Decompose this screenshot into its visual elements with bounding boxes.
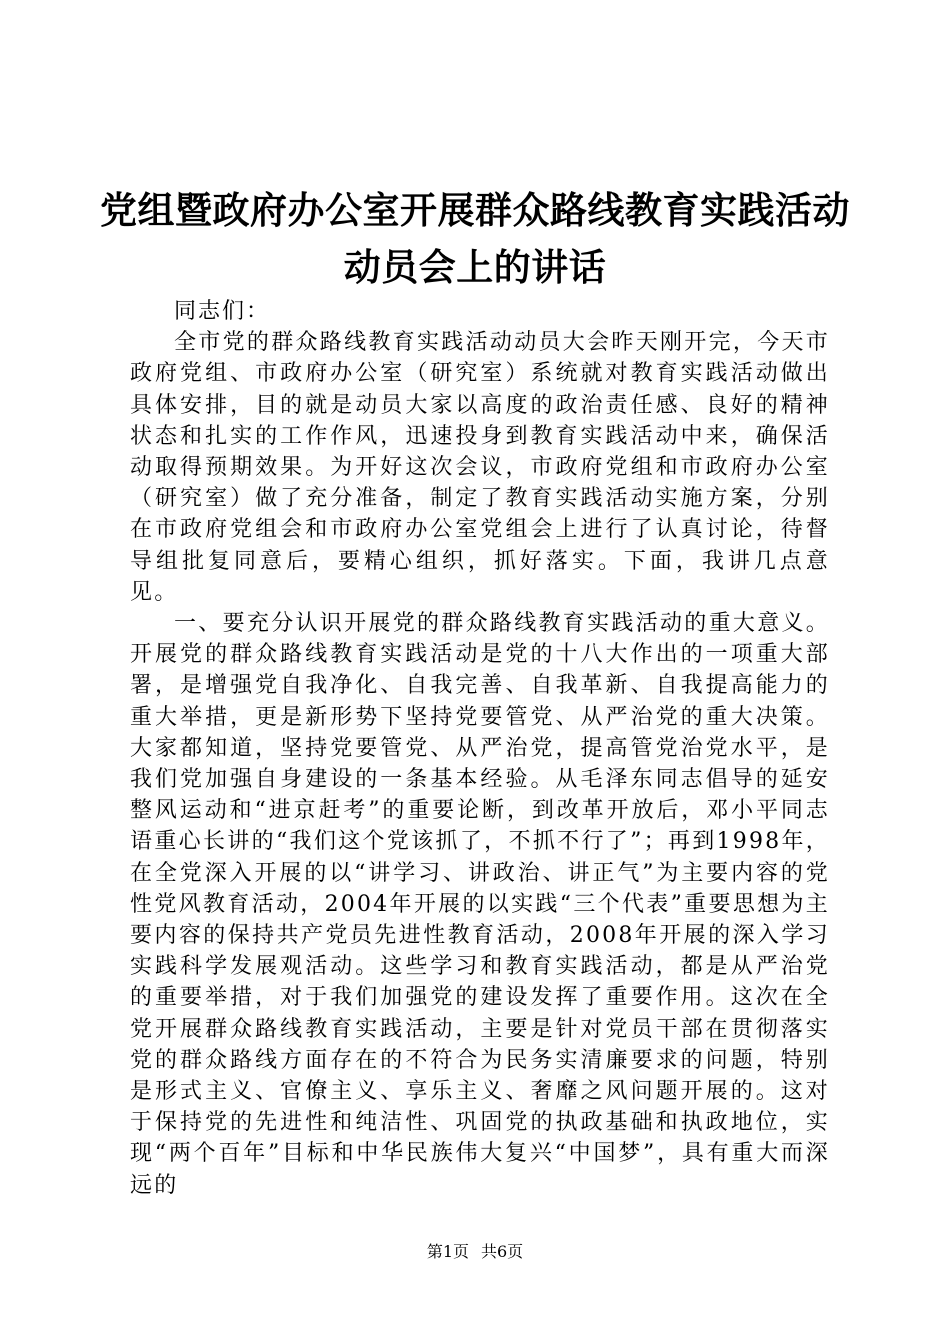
page-total: 共6页: [481, 1242, 524, 1261]
document-title-line-2: 动员会上的讲话: [343, 246, 607, 289]
page-footer: [0, 1241, 950, 1263]
page-number: 第1页: [426, 1242, 469, 1261]
paragraph-1: 全市党的群众路线教育实践活动动员大会昨天刚开完，今天市政府党组、市政府办公室（研究室）系统就对教育实践活动做出具体安排，目的就是动员大家以高度的政治责任感、良好的精神状态和扎实的工作作风，迅速投身到教育实践活动中来，确保活动取得预期效果。为开好这次会议，市政府党组和市政府办公室（研究室）做了充分准备，制定了教育实践活动实施方案，分别在市政府党组会和市政府办公室党组会上进行了认真讨论，待督导组批复同意后，要精心组织，抓好落实。下面，我讲几点意见。: [130, 330, 830, 605]
salutation: 同志们：: [174, 299, 271, 324]
document-title-line-1: 党组暨政府办公室开展群众路线教育实践活动: [100, 189, 850, 232]
paragraph-2: 一、要充分认识开展党的群众路线教育实践活动的重大意义。开展党的群众路线教育实践活动是党的十八大作出的一项重大部署，是增强党自我净化、自我完善、自我革新、自我提高能力的重大举措，更是新形势下坚持党要管党、从严治党的重大决策。大家都知道，坚持党要管党、从严治党，提高管党治党水平，是我们党加强自身建设的一条基本经验。从毛泽东同志倡导的延安整风运动和“进京赶考”的重要论断，到改革开放后，邓小平同志语重心长讲的“我们这个党该抓了，不抓不行了”；再到1998年，在全党深入开展的以“讲学习、讲政治、讲正气”为主要内容的党性党风教育活动，2004年开展的以实践“三个代表”重要思想为主要内容的保持共产党员先进性教育活动，2008年开展的深入学习实践科学发展观活动。这些学习和教育实践活动，都是从严治党的重要举措，对于我们加强党的建设发挥了重要作用。这次在全党开展群众路线教育实践活动，主要是针对党员干部在贯彻落实党的群众路线方面存在的不符合为民务实清廉要求的问题，特别是形式主义、官僚主义、享乐主义、奢靡之风问题开展的。这对于保持党的先进性和纯洁性、巩固党的执政基础和执政地位，实现“两个百年”目标和中华民族伟大复兴“中国梦”，具有重大而深远的: [130, 611, 830, 1198]
document-body: [130, 296, 830, 1201]
